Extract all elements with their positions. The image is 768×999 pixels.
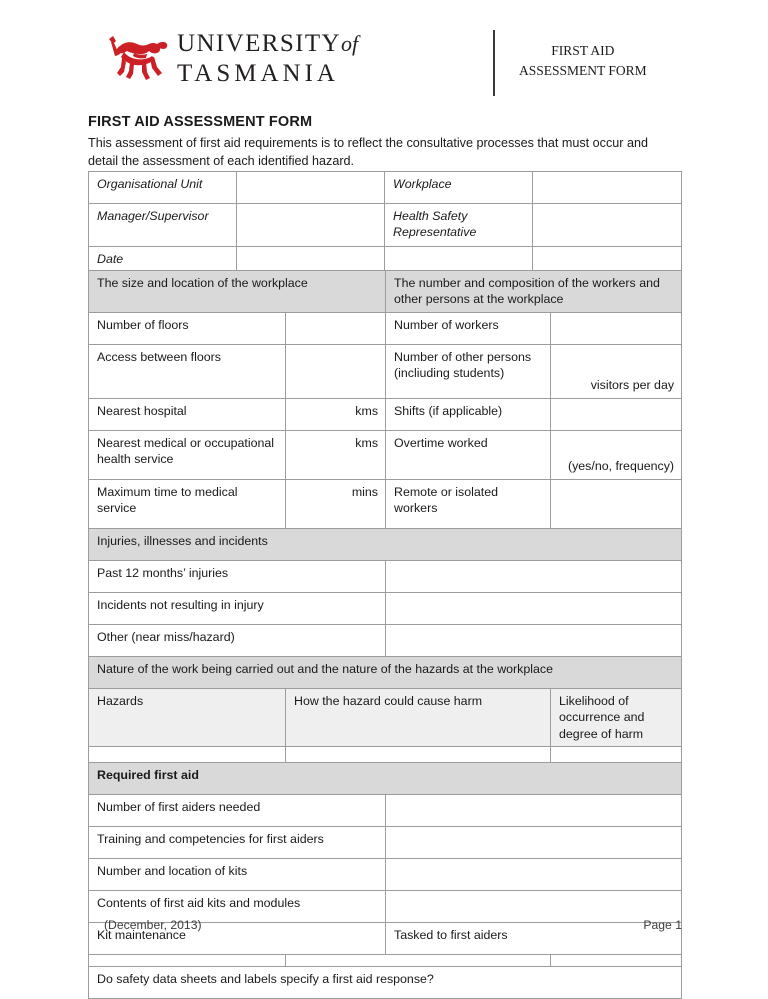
- overtime-worked-label: Overtime worked: [386, 430, 551, 479]
- intro-paragraph: This assessment of first aid requirements is to reflect the consultative processes that must occur and detail the assessment of each identified hazard.: [88, 136, 648, 168]
- nearest-hospital-field[interactable]: kms: [286, 398, 386, 430]
- kit-contents-label: Contents of first aid kits and modules: [89, 891, 386, 923]
- table-row: [89, 204, 682, 247]
- incidents-no-injury-label: Incidents not resulting in injury: [89, 592, 386, 624]
- table-row: [89, 479, 682, 528]
- near-miss-label: Other (near miss/hazard): [89, 624, 386, 656]
- other-persons-label: Number of other persons (incliuding students): [386, 344, 551, 398]
- organisational-unit-field[interactable]: [237, 172, 385, 204]
- kits-location-label: Number and location of kits: [89, 859, 386, 891]
- first-aiders-needed-label: Number of first aiders needed: [89, 795, 386, 827]
- wordmark-line-1: UNIVERSITY: [177, 30, 341, 57]
- page-footer: [88, 918, 682, 932]
- number-of-workers-field[interactable]: [551, 312, 682, 344]
- harm-column-header: How the hazard could cause harm: [286, 688, 551, 746]
- document-title-line-1: FIRST AID: [551, 43, 615, 58]
- max-time-medical-field[interactable]: mins: [286, 479, 386, 528]
- remote-isolated-label: Remote or isolated workers: [386, 479, 551, 528]
- letterhead: [88, 26, 682, 100]
- number-of-floors-field[interactable]: [286, 312, 386, 344]
- past-injuries-label: Past 12 months’ injuries: [89, 560, 386, 592]
- first-aiders-needed-field[interactable]: [386, 795, 682, 827]
- table-row: [89, 344, 682, 398]
- table-row: [89, 430, 682, 479]
- required-first-aid-header: Required first aid: [89, 763, 682, 795]
- table-row: [89, 398, 682, 430]
- nearest-hospital-label: Nearest hospital: [89, 398, 286, 430]
- access-between-floors-field[interactable]: [286, 344, 386, 398]
- nearest-medical-label: Nearest medical or occupational health service: [89, 430, 286, 479]
- table-row: [89, 859, 682, 891]
- hsr-label: Health Safety Representative: [385, 204, 533, 247]
- injuries-section-header-row: [89, 528, 682, 560]
- injuries-section-header: Injuries, illnesses and incidents: [89, 528, 682, 560]
- remote-isolated-field[interactable]: [551, 479, 682, 528]
- hsr-field[interactable]: [533, 204, 682, 247]
- hazards-column-header-row: [89, 688, 682, 746]
- workplace-workers-header: The number and composition of the workers and other persons at the workplace: [386, 271, 682, 313]
- other-persons-field[interactable]: visitors per day: [551, 344, 682, 398]
- shifts-field[interactable]: [551, 398, 682, 430]
- document-title-line-2: ASSESSMENT FORM: [519, 62, 647, 78]
- table-row: [89, 312, 682, 344]
- likelihood-column-header: Likelihood of occurrence and degree of harm: [551, 688, 682, 746]
- table-row: [89, 827, 682, 859]
- access-between-floors-label: Access between floors: [89, 344, 286, 398]
- footer-page-number: Page 1: [643, 918, 682, 932]
- incidents-no-injury-field[interactable]: [386, 592, 682, 624]
- past-injuries-field[interactable]: [386, 560, 682, 592]
- workplace-field[interactable]: [533, 172, 682, 204]
- university-wordmark: [177, 30, 358, 86]
- kit-maintenance-label: Kit maintenance: [89, 923, 386, 955]
- document-title-block: [493, 30, 647, 96]
- table-row: [89, 795, 682, 827]
- footer-date: (December, 2013): [104, 918, 202, 932]
- near-miss-field[interactable]: [386, 624, 682, 656]
- table-row: [89, 560, 682, 592]
- hazards-section-header: Nature of the work being carried out and the nature of the hazards at the workplace: [89, 656, 682, 688]
- table-row: [89, 172, 682, 204]
- kit-maintenance-field[interactable]: Tasked to first aiders: [386, 923, 682, 955]
- max-time-medical-label: Maximum time to medical service: [89, 479, 286, 528]
- workplace-section-header-row: [89, 271, 682, 313]
- manager-supervisor-label: Manager/Supervisor: [89, 204, 237, 247]
- kits-location-field[interactable]: [386, 859, 682, 891]
- table-row: [89, 592, 682, 624]
- page-title: FIRST AID ASSESSMENT FORM: [88, 114, 313, 130]
- training-competencies-field[interactable]: [386, 827, 682, 859]
- wordmark-line-2: TASMANIA: [177, 60, 339, 87]
- manager-supervisor-field[interactable]: [237, 204, 385, 247]
- hazards-column-header: Hazards: [89, 688, 286, 746]
- organisational-unit-label: Organisational Unit: [89, 172, 237, 204]
- workplace-size-header: The size and location of the workplace: [89, 271, 386, 313]
- hazards-section-header-row: [89, 656, 682, 688]
- sds-question: Do safety data sheets and labels specify a first aid response?: [89, 966, 682, 998]
- required-first-aid-header-row: [89, 763, 682, 795]
- workplace-label: Workplace: [385, 172, 533, 204]
- wordmark-of: of: [341, 31, 359, 56]
- nearest-medical-field[interactable]: kms: [286, 430, 386, 479]
- number-of-workers-label: Number of workers: [386, 312, 551, 344]
- table-row: [89, 624, 682, 656]
- overtime-worked-field[interactable]: (yes/no, frequency): [551, 430, 682, 479]
- shifts-label: Shifts (if applicable): [386, 398, 551, 430]
- number-of-floors-label: Number of floors: [89, 312, 286, 344]
- university-logo: [100, 30, 358, 86]
- identification-table: [88, 171, 682, 279]
- training-competencies-label: Training and competencies for first aiders: [89, 827, 386, 859]
- document-title: [495, 30, 647, 80]
- thylacine-crest-icon: [100, 32, 168, 84]
- date-label: Date: [89, 247, 237, 279]
